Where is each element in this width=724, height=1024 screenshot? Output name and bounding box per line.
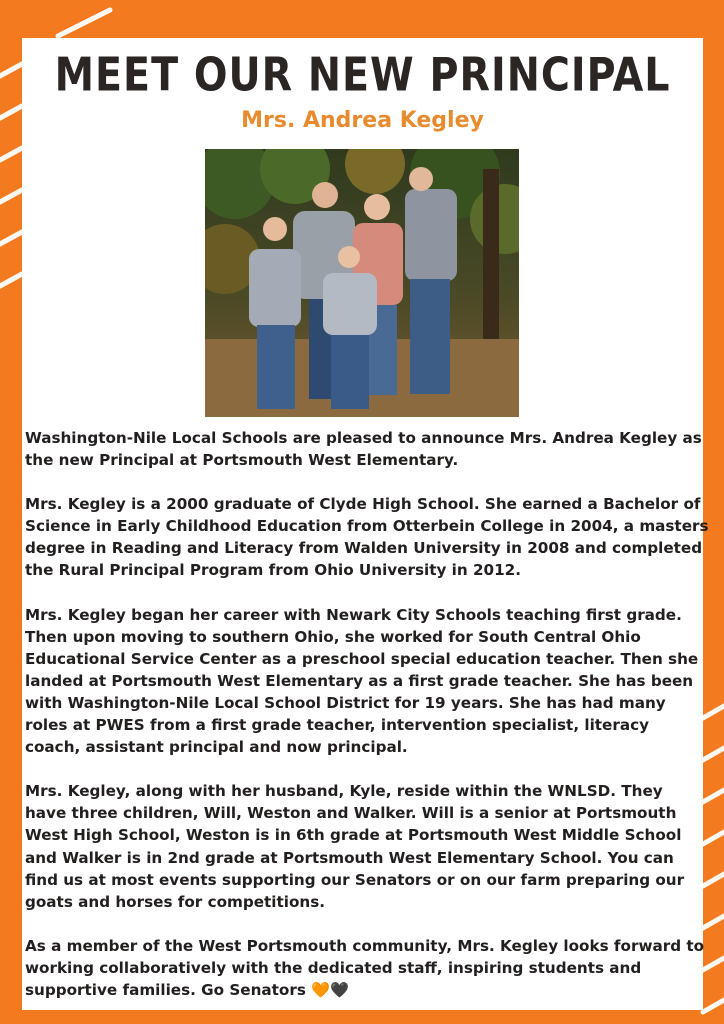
paragraph-education: Mrs. Kegley is a 2000 graduate of Clyde High School. She earned a Bachelor of Science in Early Childhood Education from Otterbein College in 2004, a masters degree in Reading and Literacy from Walden University in 2008 and completed the Rural Principal Program from Ohio University in 2012. (25, 495, 709, 580)
principal-name: Mrs. Andrea Kegley (241, 108, 484, 133)
paragraph-announcement: Washington-Nile Local Schools are pleased to announce Mrs. Andrea Kegley as the new Principal at Portsmouth West Elementary. (25, 429, 702, 470)
paragraph-family: Mrs. Kegley, along with her husband, Kyle, reside within the WNLSD. They have three children, Will, Weston and Walker. Will is a senior at Portsmouth West High School, Weston is in 6th grade at Portsmouth West Middle School and Walker is in 2nd grade at Portsmouth West Elementary School. You can find us at most events supporting our Senators or on our farm preparing our goats and horses for competitions. (25, 782, 685, 911)
orange-heart-icon: 🧡 (311, 980, 331, 999)
closing-text: As a member of the West Portsmouth community, Mrs. Kegley looks forward to working collaboratively with the dedicated staff, inspiring students and supportive families. Go Senators (25, 936, 705, 999)
family-photo (205, 149, 519, 417)
paragraph-career: Mrs. Kegley began her career with Newark City Schools teaching first grade. Then upon moving to southern Ohio, she worked for South Central Ohio Educational Service Center as a preschool special education teacher. Then she landed at Portsmouth West Elementary as a first grade teacher. She has been with Washington-Nile Local School District for 19 years. She has had many roles at PWES from a first grade teacher, intervention specialist, literacy coach, assistant principal and now principal. (25, 605, 699, 757)
page-title: MEET OUR NEW PRINCIPAL (54, 48, 671, 103)
announcement-card (22, 38, 709, 1010)
black-heart-icon: 🖤 (330, 980, 350, 999)
paragraph-closing (25, 935, 709, 1001)
announcement-body (25, 427, 709, 1023)
family-photo-illustration (205, 149, 519, 417)
